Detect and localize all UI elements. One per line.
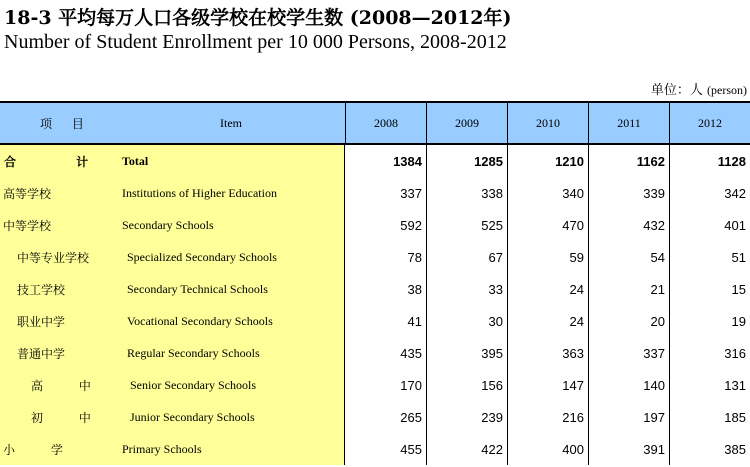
row-label-english: Regular Secondary Schools — [116, 337, 345, 369]
row-label-chinese: 高等学校 — [0, 177, 116, 209]
cell-value: 24 — [507, 273, 588, 305]
row-label-chinese: 小 学 — [0, 433, 116, 465]
row-label-chinese: 合 计 — [0, 145, 116, 177]
unit-note-english: (person) — [707, 83, 747, 97]
cell-value: 239 — [426, 401, 507, 433]
cell-value: 38 — [407, 281, 422, 297]
row-label-english: Senior Secondary Schools — [116, 369, 345, 401]
header-year-2009: 2009 — [426, 103, 507, 143]
cell-value: 525 — [426, 209, 507, 241]
row-label-chinese: 高 中 — [0, 369, 116, 401]
page-title-chinese: 18-3 平均每万人口各级学校在校学生数 (2008—2012年) — [4, 7, 512, 29]
table-header-row — [0, 101, 750, 145]
cell-value: 592 — [400, 217, 422, 233]
table-row — [0, 337, 750, 369]
cell-value: 395 — [426, 337, 507, 369]
cell-value: 435 — [400, 345, 422, 361]
cell-value: 19 — [669, 305, 750, 337]
cell-value: 337 — [400, 185, 422, 201]
cell-value: 265 — [400, 409, 422, 425]
row-label-chinese: 中等专业学校 — [0, 241, 116, 273]
cell-value: 41 — [407, 313, 422, 329]
row-label-chinese: 普通中学 — [0, 337, 116, 369]
unit-note-chinese: 单位：人 — [650, 83, 703, 98]
cell-value: 20 — [588, 305, 669, 337]
row-label-english: Specialized Secondary Schools — [116, 241, 345, 273]
cell-value: 131 — [669, 369, 750, 401]
row-label-english: Total — [116, 145, 345, 177]
header-year-2008: 2008 — [345, 103, 426, 143]
header-item-chinese: 项 目 — [40, 116, 92, 131]
cell-value: 67 — [426, 241, 507, 273]
cell-value: 455 — [400, 441, 422, 457]
cell-value: 1285 — [426, 145, 507, 177]
cell-value: 422 — [426, 433, 507, 465]
cell-value: 391 — [588, 433, 669, 465]
cell-value: 147 — [507, 369, 588, 401]
cell-value: 342 — [669, 177, 750, 209]
table-row — [0, 209, 750, 241]
row-label-chinese: 职业中学 — [0, 305, 116, 337]
cell-value: 338 — [426, 177, 507, 209]
cell-value: 316 — [669, 337, 750, 369]
table-row — [0, 305, 750, 337]
row-label-english: Junior Secondary Schools — [116, 401, 345, 433]
table-row — [0, 433, 750, 465]
table-row-total — [0, 145, 750, 177]
table-row — [0, 273, 750, 305]
cell-value: 470 — [507, 209, 588, 241]
header-year-2012: 2012 — [669, 103, 750, 143]
cell-value: 385 — [669, 433, 750, 465]
cell-value: 1128 — [669, 145, 750, 177]
table-row — [0, 241, 750, 273]
cell-value: 21 — [588, 273, 669, 305]
cell-value: 33 — [426, 273, 507, 305]
row-label-english: Secondary Schools — [116, 209, 345, 241]
row-label-chinese: 技工学校 — [0, 273, 116, 305]
row-label-english: Vocational Secondary Schools — [116, 305, 345, 337]
cell-value: 30 — [426, 305, 507, 337]
cell-value: 1210 — [507, 145, 588, 177]
cell-value: 78 — [407, 249, 422, 265]
enrollment-table — [0, 101, 750, 465]
page-title-english: Number of Student Enrollment per 10 000 Persons, 2008-2012 — [4, 31, 507, 53]
cell-value: 400 — [507, 433, 588, 465]
cell-value: 1162 — [588, 145, 669, 177]
row-label-english: Institutions of Higher Education — [116, 177, 345, 209]
unit-note — [651, 79, 747, 98]
row-label-chinese: 中等学校 — [0, 209, 116, 241]
header-year-2011: 2011 — [588, 103, 669, 143]
cell-value: 432 — [588, 209, 669, 241]
table-row — [0, 177, 750, 209]
cell-value: 59 — [507, 241, 588, 273]
row-label-english: Secondary Technical Schools — [116, 273, 345, 305]
table-body — [0, 145, 750, 465]
cell-value: 24 — [507, 305, 588, 337]
cell-value: 170 — [400, 377, 422, 393]
cell-value: 54 — [588, 241, 669, 273]
cell-value: 15 — [669, 273, 750, 305]
header-item-english: Item — [220, 115, 242, 130]
cell-value: 401 — [669, 209, 750, 241]
cell-value: 197 — [588, 401, 669, 433]
cell-value: 1384 — [393, 153, 422, 169]
row-label-chinese: 初 中 — [0, 401, 116, 433]
table-row — [0, 401, 750, 433]
cell-value: 337 — [588, 337, 669, 369]
cell-value: 340 — [507, 177, 588, 209]
row-label-english: Primary Schools — [116, 433, 345, 465]
cell-value: 51 — [669, 241, 750, 273]
cell-value: 185 — [669, 401, 750, 433]
cell-value: 339 — [588, 177, 669, 209]
cell-value: 156 — [426, 369, 507, 401]
cell-value: 216 — [507, 401, 588, 433]
cell-value: 140 — [588, 369, 669, 401]
table-row — [0, 369, 750, 401]
cell-value: 363 — [507, 337, 588, 369]
header-year-2010: 2010 — [507, 103, 588, 143]
